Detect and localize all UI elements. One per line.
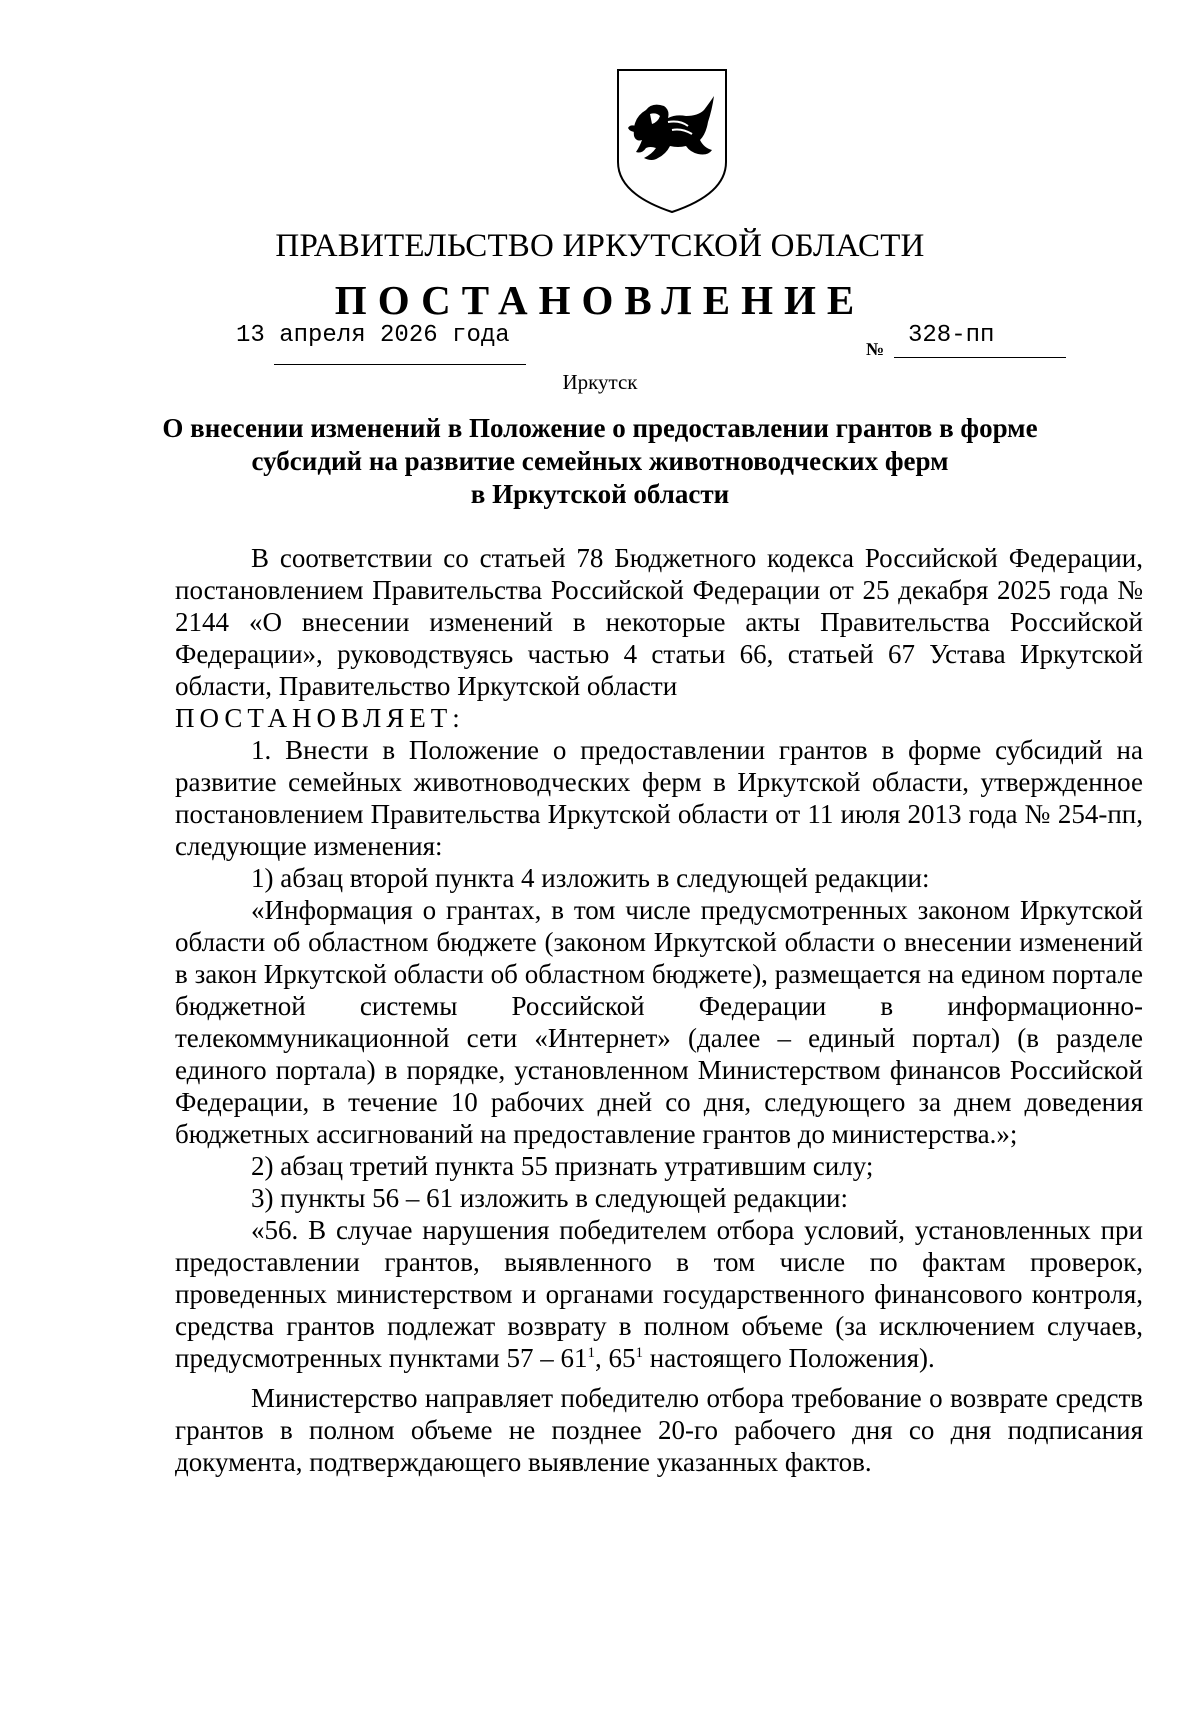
- number-sign: №: [866, 339, 885, 359]
- clause-56-text-c: настоящего Положения).: [643, 1343, 935, 1373]
- ministry-demand-paragraph: Министерство направляет победителю отбора требование о возврате средств грантов в полном объеме не позднее 20-го рабочего дня со дня подписания документа, подтверждающего выявление указанных фактов.: [175, 1383, 1143, 1477]
- resolves-heading: ПОСТАНОВЛЯЕТ:: [175, 703, 465, 733]
- document-number: 328-пп: [908, 322, 995, 349]
- document-body: [175, 542, 1143, 1478]
- government-name: ПРАВИТЕЛЬСТВО ИРКУТСКОЙ ОБЛАСТИ: [275, 228, 925, 264]
- quoted-info-paragraph: «Информация о грантах, в том числе предусмотренных законом Иркутской области об областном бюджете (законом Иркутской области о внесении изменений в закон Иркутской области об областном бюджете), размещается на едином портале бюджетной системы Российской Федерации в информационно-телекоммуникационной сети «Интернет» (далее – единый портал) (в разделе единого портала) в порядке, установленном Министерством финансов Российской Федерации, в течение 10 рабочих дней со дня, следующего за днем доведения бюджетных ассигнований на предоставление грантов до министерства.»;: [175, 895, 1143, 1149]
- number-underline: [894, 357, 1066, 358]
- document-date: 13 апреля 2026 года: [236, 322, 510, 349]
- clause-56-text-a: «56. В случае нарушения победителем отбора условий, установленных при предоставлении грантов, выявленного в том числе по фактам проверок, проведенных министерством и органами государственного финансового контроля, средства грантов подлежат возврату в полном объеме (за исключением случаев, предусмотренных пунктами 57 – 61: [175, 1215, 1143, 1373]
- preamble-paragraph: В соответствии со статьей 78 Бюджетного кодекса Российской Федерации, постановлением Правительства Российской Федерации от 25 декабря 2025 года № 2144 «О внесении изменений в некоторые акты Правительства Российской Федерации», руководствуясь частью 4 статьи 66, статьей 67 Устава Иркутской области, Правительство Иркутской области: [175, 543, 1143, 701]
- subitem-1-paragraph: 1) абзац второй пункта 4 изложить в следующей редакции:: [251, 863, 930, 893]
- clause-56-paragraph: [175, 1214, 1143, 1374]
- city-name: Иркутск: [562, 370, 638, 394]
- date-underline: [274, 364, 526, 365]
- title-line-2: субсидий на развитие семейных животноводческих ферм: [251, 446, 949, 476]
- title-line-3: в Иркутской области: [470, 479, 730, 509]
- document-type-heading: ПОСТАНОВЛЕНИЕ: [334, 277, 866, 323]
- item-1-paragraph: 1. Внести в Положение о предоставлении грантов в форме субсидий на развитие семейных животноводческих ферм в Иркутской области, утвержденное постановлением Правительства Иркутской области от 11 июля 2013 года № 254-пп, следующие изменения:: [175, 735, 1143, 861]
- document-title: [150, 412, 1050, 511]
- title-line-1: О внесении изменений в Положение о предоставлении грантов в форме: [162, 413, 1038, 443]
- coat-of-arms-emblem: [612, 66, 732, 216]
- subitem-3-paragraph: 3) пункты 56 – 61 изложить в следующей редакции:: [251, 1183, 849, 1213]
- superscript-1: 1: [587, 1345, 595, 1361]
- clause-56-text-b: , 65: [595, 1343, 636, 1373]
- subitem-2-paragraph: 2) абзац третий пункта 55 признать утратившим силу;: [251, 1151, 874, 1181]
- superscript-2: 1: [635, 1345, 643, 1361]
